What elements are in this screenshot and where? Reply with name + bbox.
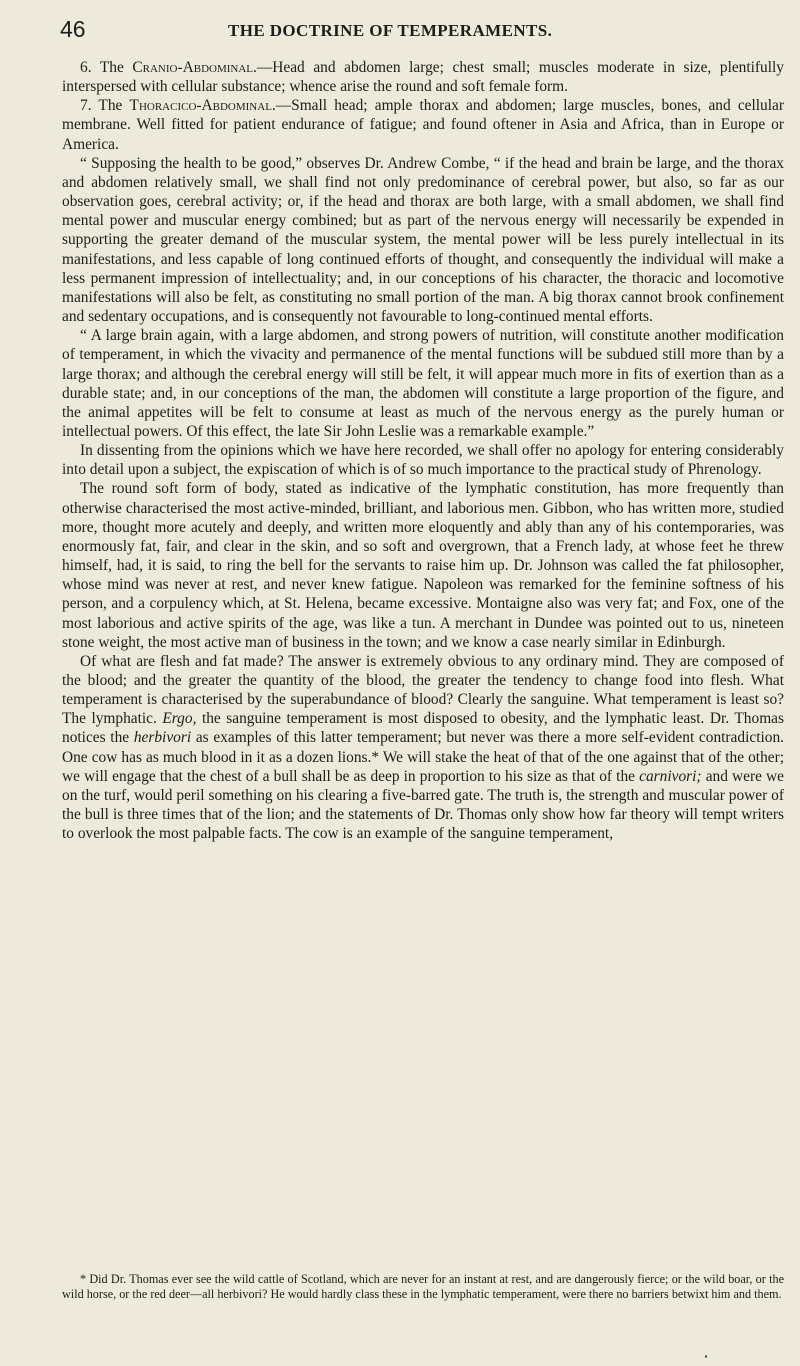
paragraph-cranio-abdominal	[62, 58, 784, 96]
italic-herbivori: herbivori	[133, 729, 192, 747]
ink-speck	[705, 1355, 707, 1358]
temperament-name: Cranio-Abdominal.	[132, 59, 257, 76]
body-text	[62, 58, 784, 843]
footnote	[62, 1272, 784, 1303]
paragraph-thoracico-abdominal	[62, 96, 784, 153]
paragraph-text: —Small head; ample thorax and abdomen; large muscles, bones, and cellular membrane. Well fitted for patient endurance of fatigue; and found oftener in Asia and Africa, than in Europe or America.	[62, 97, 784, 153]
paragraph-round-soft-form: The round soft form of body, stated as indicative of the lymphatic constitution, has more frequently than otherwise characterised the most active-minded, brilliant, and laborious men. Gibbon, who has written more, studied more, thought more acutely and deeply, and written more eloquently and ably than any of his contemporaries, was enormously fat, fair, and clear in the skin, and so soft and overgrown, that a French lady, at whose feet he threw himself, had, it is said, to ring the bell for the servants to raise him up. Dr. Johnson was called the fat philosopher, whose mind was never at rest, and never knew fatigue. Napoleon was remarked for the feminine softness of his person, and a corpulency which, at St. Helena, became excessive. Montaigne also was very fat; and Fox, one of the most laborious and active spirits of the age, was like a tun. A merchant in Dundee was pointed out to us, nineteen stone weight, the most active man of business in the town; and we know a case nearly similar in Edinburgh.	[62, 480, 784, 651]
paragraph-dissent: In dissenting from the opinions which we have here recorded, we shall offer no apology for entering considerably into detail upon a subject, the expiscation of which is of so much importance to the practical study of Phrenology.	[62, 442, 784, 479]
footnote-text: * Did Dr. Thomas ever see the wild cattle of Scotland, which are never for an instant at rest, and are dangerously fierce; or the wild boar, or the wild horse, or the red deer—all herbivori? He would hardly class these in the lymphatic temperament, were there no barriers betwixt him and them.	[62, 1272, 784, 1302]
running-title: THE DOCTRINE OF TEMPERAMENTS.	[228, 21, 553, 40]
paragraph-combe-quote-1: “ Supposing the health to be good,” observes Dr. Andrew Combe, “ if the head and brain be large, and the thorax and abdomen relatively small, we shall find not only predominance of cerebral power, but also, so far as our observation goes, cerebral activity; or, if the head and thorax are both large, with a small abdomen, we shall find mental power and muscular energy combined; but as part of the nervous energy will necessarily be expended in supporting the greater demand of the muscular system, the mental power will be less purely intellectual in its manifestations, and less capable of long continued efforts of thought, and consequently the individual will make a less permanent impression of intellectuality; and, in our conceptions of his character, the thoracic and locomotive manifestations will also be felt, as constituting no small portion of the man. A big thorax cannot brook confinement and sedentary occupations, and is consequently not favourable to long-continued mental efforts.	[62, 154, 784, 326]
italic-carnivori: carnivori;	[639, 767, 702, 785]
paragraph-flesh-and-fat	[62, 652, 784, 844]
paragraph-text: the sanguine temperament is most disposed to obesity, and the lymphatic least. Dr. Thomas notices the	[62, 710, 784, 747]
paragraph-combe-quote-2: “ A large brain again, with a large abdomen, and strong powers of nutrition, will constitute another modification of temperament, in which the vivacity and permanence of the mental functions will be subdued still more than by a large thorax; and although the cerebral energy will still be felt, it will appear much more in fits of exertion than as a durable state; and, in our conceptions of the man, the abdomen will constitute a large proportion of the figure, and the animal appetites will be felt to consume at least as much of the nervous energy as the purely human or intellectual powers. Of this effect, the late Sir John Leslie was a remarkable example.”	[62, 327, 784, 440]
paragraph-text: Of what are flesh and fat made? The answer is extremely obvious to any ordinary mind. They are composed of the blood; and the greater the quantity of the blood, the greater the tendency to change food into flesh. What temperament is characterised by the superabundance of blood? Clearly the sanguine. What temperament is least so? The lymphatic.	[62, 652, 784, 728]
running-head	[60, 14, 740, 44]
temperament-name: Thoracico-Abdominal.	[129, 97, 276, 115]
item-number: 6. The	[80, 59, 124, 76]
paragraph-text: as examples of this latter temperament; but never was there a more self-evident contradiction. One cow has as much blood in it as a dozen lions.* We will stake the heat of that of the one against that of the other; we will engage that the chest of a bull shall be as deep in proportion to his size as that of the	[62, 729, 784, 785]
paragraph-text: —Head and abdomen large; chest small; muscles moderate in size, plentifully interspersed with cellular substance; whence arise the round and soft female form.	[62, 59, 784, 96]
item-number: 7. The	[80, 97, 123, 115]
paragraph-text: and were we on the turf, would peril something on his clearing a five-barred gate. The truth is, the strength and muscular power of the bull is three times that of the lion; and the statements of Dr. Thomas only show how far theory will tempt writers to overlook the most palpable facts. The cow is an example of the sanguine temperament,	[62, 767, 785, 843]
italic-ergo: Ergo,	[162, 710, 197, 728]
page-number: 46	[60, 16, 86, 42]
